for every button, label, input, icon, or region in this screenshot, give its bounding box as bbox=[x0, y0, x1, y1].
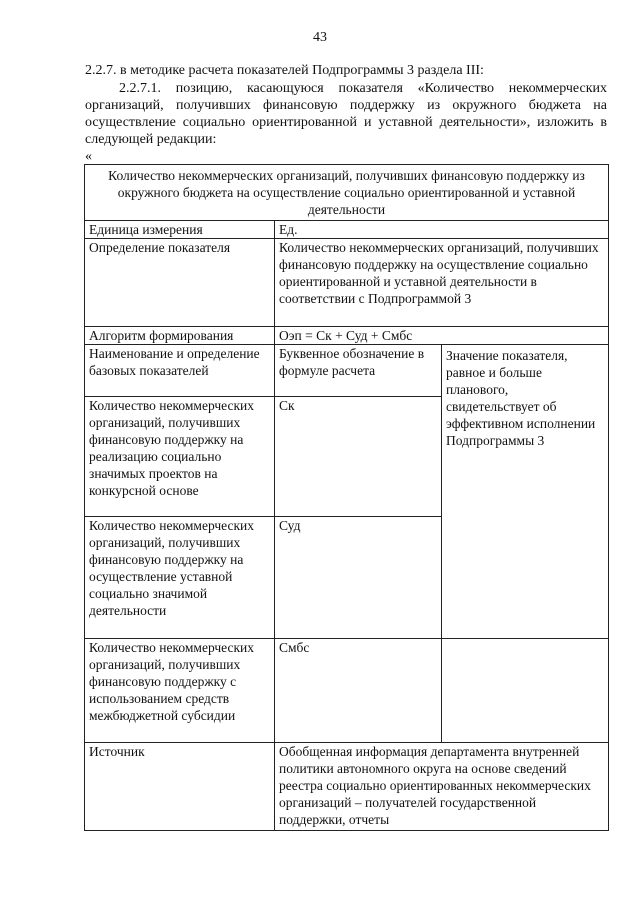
unit-label: Единица измерения bbox=[85, 221, 275, 239]
table-header-cell: Количество некоммерческих организаций, получивших финансовую поддержку из окружного бюджета на осуществление социально ориентированной и уставной деятельности bbox=[85, 165, 609, 221]
base-indicator-symbol: Ск bbox=[275, 397, 442, 517]
opening-quote-mark: « bbox=[85, 149, 92, 164]
unit-row bbox=[85, 221, 609, 239]
indicator-meaning-cell: Значение показателя, равное и больше планового, свидетельствует об эффективном исполнении Подпрограммы 3 bbox=[442, 345, 609, 639]
base-indicator-symbol: Суд bbox=[275, 517, 442, 639]
table-header-row bbox=[85, 165, 609, 221]
algorithm-label: Алгоритм формирования bbox=[85, 327, 275, 345]
base-indicator-row bbox=[85, 639, 609, 743]
definition-label: Определение показателя bbox=[85, 239, 275, 327]
definition-row bbox=[85, 239, 609, 327]
definition-value: Количество некоммерческих организаций, получивших финансовую поддержку на осуществление социально ориентированной и уставной деятельности в соответствии с Подпрограммой 3 bbox=[275, 239, 609, 327]
indicator-table bbox=[84, 164, 609, 831]
source-label: Источник bbox=[85, 743, 275, 831]
page-number: 43 bbox=[313, 30, 327, 45]
base-indicators-header-row bbox=[85, 345, 609, 397]
letter-designation-label: Буквенное обозначение в формуле расчета bbox=[275, 345, 442, 397]
base-indicator-name: Количество некоммерческих организаций, получивших финансовую поддержку на реализацию социально значимых проектов на конкурсной основе bbox=[85, 397, 275, 517]
empty-meaning-cell bbox=[442, 639, 609, 743]
unit-value: Ед. bbox=[275, 221, 609, 239]
source-row bbox=[85, 743, 609, 831]
base-indicator-symbol: Смбс bbox=[275, 639, 442, 743]
base-indicators-label: Наименование и определение базовых показателей bbox=[85, 345, 275, 397]
paragraph-2-2-7-1: 2.2.7.1. позицию, касающуюся показателя «Количество некоммерческих организаций, получивших финансовую поддержку из окружного бюджета на осуществление социально ориентированной и уставной деятельности», изложить в следующей редакции: bbox=[85, 81, 607, 147]
base-indicator-name: Количество некоммерческих организаций, получивших финансовую поддержку на осуществление уставной социально значимой деятельности bbox=[85, 517, 275, 639]
base-indicator-name: Количество некоммерческих организаций, получивших финансовую поддержку с использованием средств межбюджетной субсидии bbox=[85, 639, 275, 743]
algorithm-value: Оэп = Ск + Суд + Смбс bbox=[275, 327, 609, 345]
algorithm-row bbox=[85, 327, 609, 345]
paragraph-2-2-7: 2.2.7. в методике расчета показателей Подпрограммы 3 раздела III: bbox=[85, 63, 484, 78]
source-value: Обобщенная информация департамента внутренней политики автономного округа на основе сведений реестра социально ориентированных некоммерческих организаций – получателей государственной поддержки, отчеты bbox=[275, 743, 609, 831]
